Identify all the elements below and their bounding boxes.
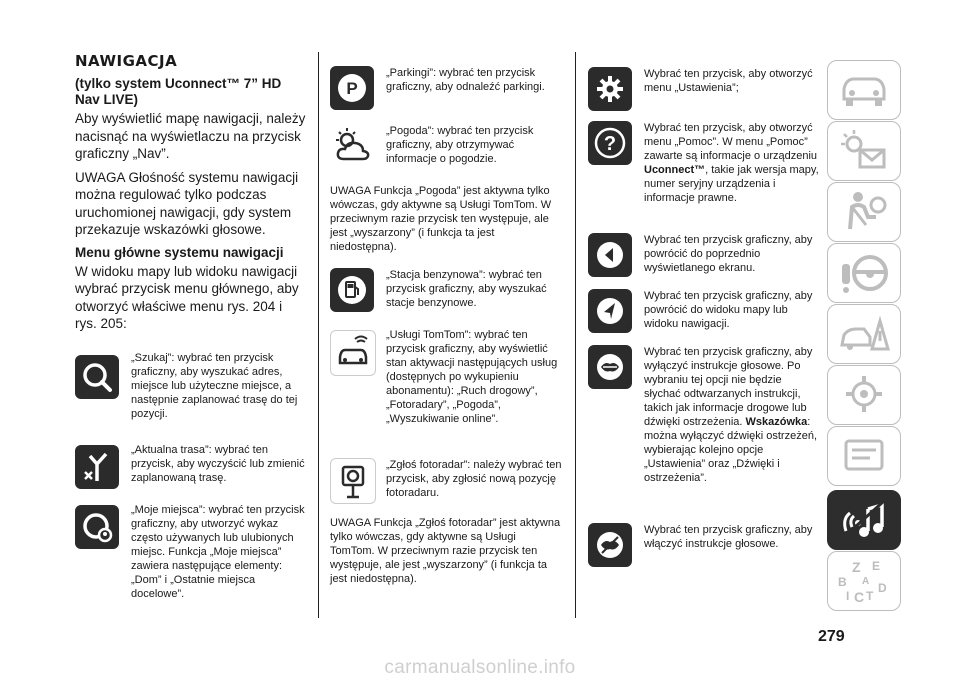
voice-mute-icon xyxy=(588,345,632,389)
list-item xyxy=(75,443,307,491)
tab-steering-wheel-icon[interactable] xyxy=(827,243,901,303)
item-text: „Pogoda”: wybrać ten przycisk graficzny, aby otrzymywać informacje o pogodzie. xyxy=(386,125,534,165)
index-letter: I xyxy=(846,589,850,603)
item-text: Wybrać ten przycisk graficzny, aby wyłączyć instrukcje głosowe. Po wybraniu tej opcji nie będzie słychać odtwarzanych instrukcji, takich jak informacje drogowe lub dźwięki ostrzeżenia. Wskazówka: można wyłączyć dźwięki ostrzeżeń, wybierając kolejno opcje „Ustawienia” oraz „Dźwięki i ostrzeżenia”. xyxy=(644,346,818,484)
section-subheading: (tylko system Uconnect™ 7” HD Nav LIVE) xyxy=(75,76,282,107)
column-divider xyxy=(318,52,319,618)
page-number: 279 xyxy=(818,628,845,645)
list-item xyxy=(588,289,820,345)
tab-routine-service-icon[interactable] xyxy=(827,365,901,425)
tip-label: Wskazówka xyxy=(745,416,808,428)
tomtom-services-icon xyxy=(330,330,376,376)
tab-car-icon[interactable] xyxy=(827,60,901,120)
item-text: Wybrać ten przycisk, aby otworzyć menu „Ustawienia”; xyxy=(644,68,813,94)
tab-seatbelt-airbag-icon[interactable] xyxy=(827,182,901,242)
list-item xyxy=(588,121,820,233)
brand-name: Uconnect™ xyxy=(644,164,706,176)
item-text: Wybrać ten przycisk graficzny, aby powrócić do poprzednio wyświetlanego ekranu. xyxy=(644,234,813,274)
index-letter: T xyxy=(866,589,874,603)
item-text: Wybrać ten przycisk, aby otworzyć menu „Pomoc”. W menu „Pomoc” zawarte są informacje o urządzeniu Uconnect™, takie jak wersja mapy, numer seryjny urządzenia i informacje prawne. xyxy=(644,122,819,204)
tab-breakdown-icon[interactable] xyxy=(827,304,901,364)
speedcam-note: UWAGA Funkcja „Zgłoś fotoradar” jest aktywna tylko wówczas, gdy aktywne są Usługi TomTom. W przeciwnym razie przycisk ten występuje, ale jest „wyszarzony” (i funkcja ta jest niedostępna). xyxy=(330,517,561,585)
menu-heading: Menu główne systemu nawigacji xyxy=(75,244,284,260)
item-text: „Stacja benzynowa”: wybrać ten przycisk graficzny, aby wyszukać stacje benzynowe. xyxy=(386,269,547,309)
index-letter: B xyxy=(838,575,847,589)
list-item xyxy=(75,351,307,431)
column-2 xyxy=(330,52,562,600)
list-item xyxy=(330,458,562,512)
list-item xyxy=(75,503,307,601)
search-icon xyxy=(75,355,119,399)
tab-specifications-icon[interactable] xyxy=(827,426,901,486)
item-text: „Usługi TomTom”: wybrać ten przycisk graficzny, aby wyświetlić stan aktywacji następujących usług (dostępnych po wykupieniu abonamentu): „Ruch drogowy”, „Fotoradary”, „Pogoda”, „Wyszukiwanie online”. xyxy=(386,329,558,425)
index-letter: D xyxy=(878,581,887,595)
item-text: „Zgłoś fotoradar”: należy wybrać ten przycisk, aby zgłosić nową pozycję fotoradaru. xyxy=(386,459,562,499)
tab-warning-lights-icon[interactable] xyxy=(827,121,901,181)
speed-camera-icon xyxy=(330,458,376,504)
list-item xyxy=(330,328,562,458)
weather-note: UWAGA Funkcja „Pogoda” jest aktywna tylko wówczas, gdy aktywne są Usługi TomTom. W przeciwnym razie przycisk ten występuje, ale jest „wyszarzony” (i funkcja ta jest niedostępna). xyxy=(330,185,552,253)
list-item xyxy=(330,124,562,182)
map-view-icon xyxy=(588,289,632,333)
section-heading: NAWIGACJA xyxy=(75,52,178,70)
tab-index-icon[interactable] xyxy=(827,551,901,611)
warning-text: UWAGA Głośność systemu nawigacji można regulować tylko podczas uruchomionej nawigacji, gdy system przekazuje wskazówki głosowe. xyxy=(75,169,299,237)
list-item xyxy=(588,523,820,571)
list-item xyxy=(588,345,820,523)
list-item xyxy=(588,67,820,121)
item-text: „Aktualna trasa”: wybrać ten przycisk, aby wyczyścić lub zmienić zaplanowaną trasę. xyxy=(131,443,305,484)
fuel-station-icon xyxy=(330,268,374,312)
index-letter: Z xyxy=(852,559,861,575)
column-3 xyxy=(588,52,820,571)
column-1 xyxy=(75,52,307,601)
help-icon xyxy=(588,121,632,165)
watermark: carmanualsonline.info xyxy=(384,657,576,678)
back-arrow-icon xyxy=(588,233,632,277)
item-text: „Szukaj”: wybrać ten przycisk graficzny, aby wyszukać adres, miejsce lub użyteczne miejsce, a następnie zaplanować trasę do tej pozycji. xyxy=(131,351,298,420)
my-places-icon xyxy=(75,505,119,549)
weather-icon xyxy=(330,124,374,168)
item-text: „Parkingi”: wybrać ten przycisk graficzny, aby odnaleźć parkingi. xyxy=(386,67,545,93)
parking-icon xyxy=(330,66,374,110)
gear-icon xyxy=(588,67,632,111)
column-divider xyxy=(575,52,576,618)
menu-text: W widoku mapy lub widoku nawigacji wybrać przycisk menu głównego, aby otworzyć właściwe menu rys. 204 i rys. 205: xyxy=(75,263,299,331)
svg-text:?: ? xyxy=(603,133,617,155)
index-letter: C xyxy=(854,589,865,604)
list-item xyxy=(330,66,562,122)
list-item xyxy=(330,268,562,326)
item-text: „Moje miejsca”: wybrać ten przycisk graficzny, aby utworzyć wykaz często używanych lub ulubionych miejsc. Funkcja „Moje miejsca” zawiera następujące elementy: „Dom” i „Ostatnie miejsca docelowe”. xyxy=(131,503,305,600)
index-letter: E xyxy=(872,559,881,573)
intro-text: Aby wyświetlić mapę nawigacji, należy nacisnąć na wyświetlaczu na przycisk graficzny „Nav”. xyxy=(75,111,306,161)
item-text: Wybrać ten przycisk graficzny, aby włączyć instrukcje głosowe. xyxy=(644,524,813,550)
svg-text:P: P xyxy=(346,79,358,98)
index-letter: A xyxy=(862,576,870,587)
voice-unmute-icon xyxy=(588,523,632,567)
tab-multimedia-icon[interactable] xyxy=(827,490,901,550)
current-route-icon xyxy=(75,445,119,489)
list-item xyxy=(588,233,820,289)
item-text: Wybrać ten przycisk graficzny, aby powrócić do widoku mapy lub widoku nawigacji. xyxy=(644,290,813,330)
